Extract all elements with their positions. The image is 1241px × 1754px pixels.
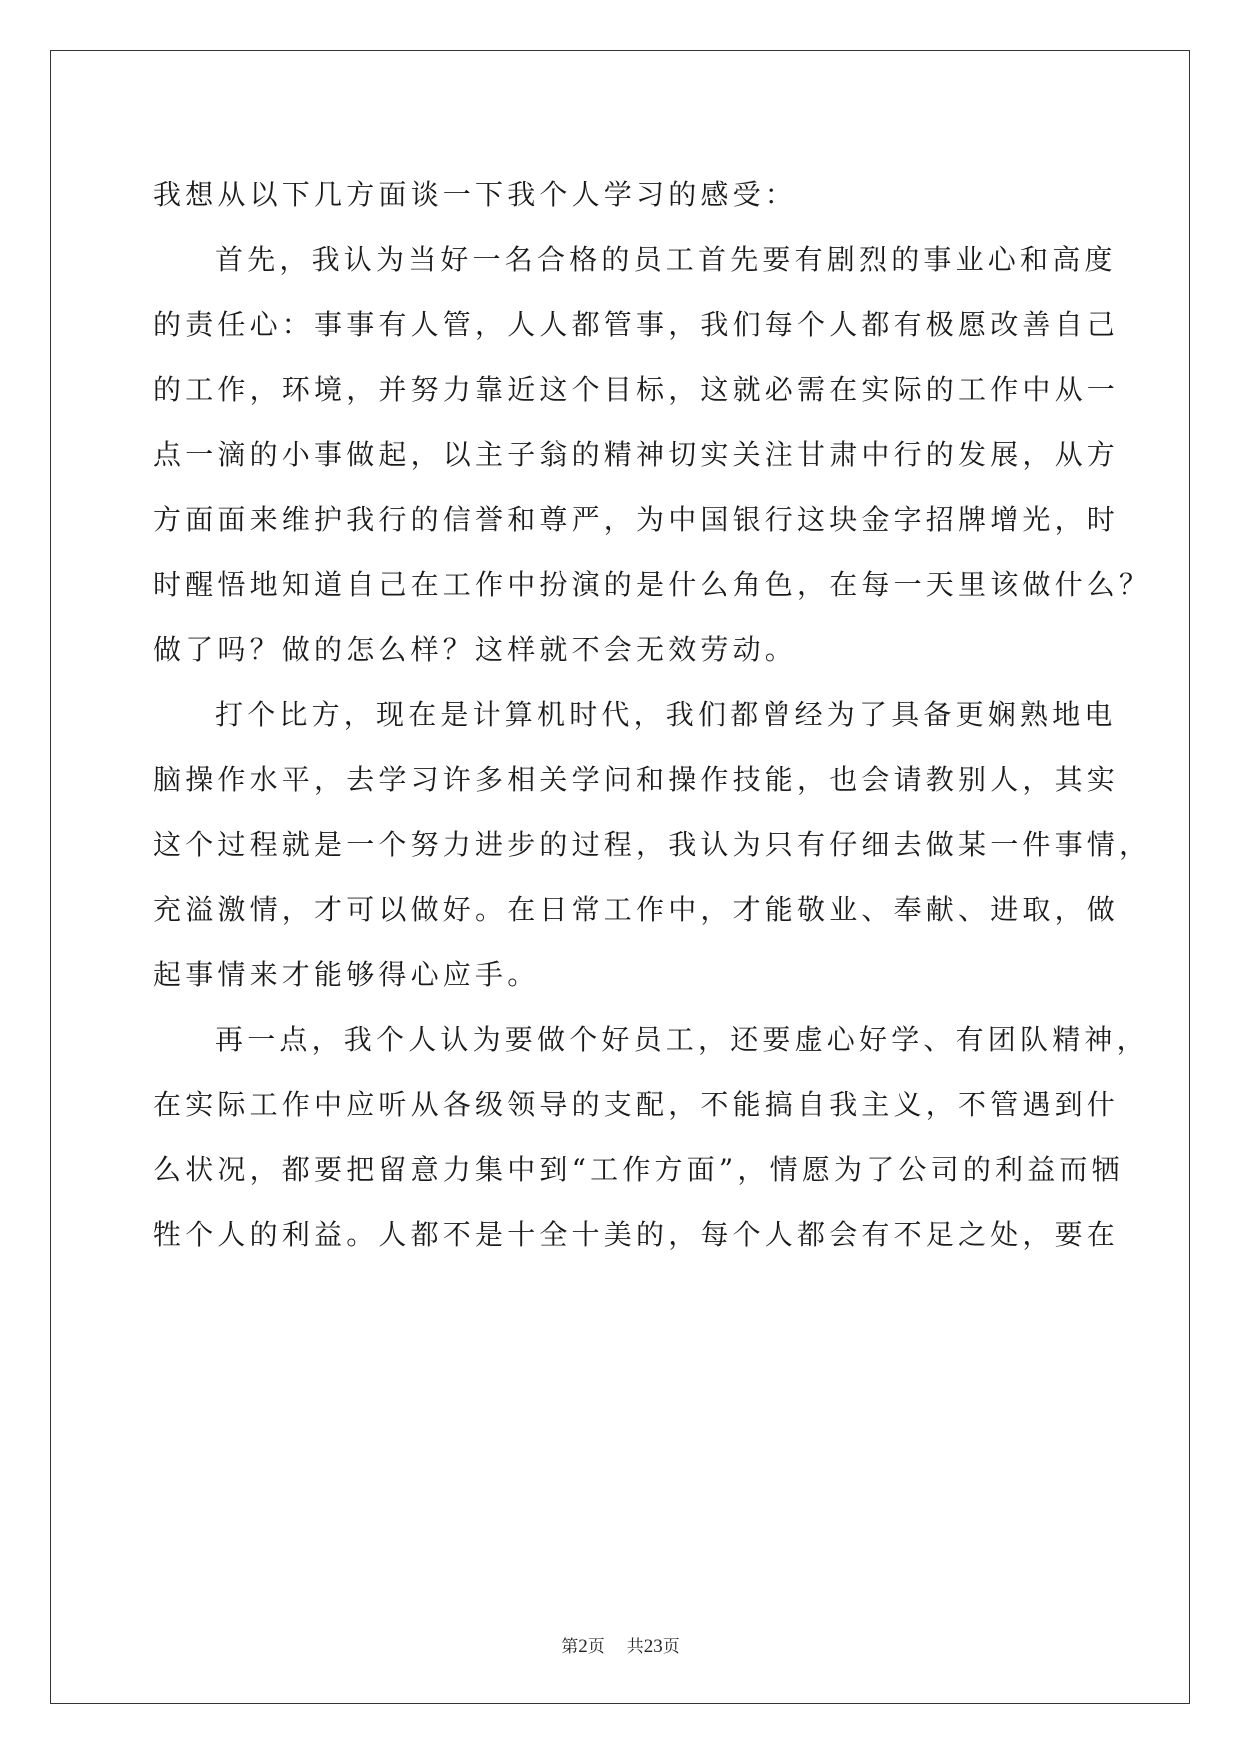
text-line: 点一滴的小事做起，以主子翁的精神切实关注甘肃中行的发展，从方 [153,438,1120,471]
text-line: 充溢激情，才可以做好。在日常工作中，才能敬业、奉献、进取，做 [153,893,1120,926]
text-line: 的责任心：事事有人管，人人都管事，我们每个人都有极愿改善自己 [153,308,1120,341]
text-line: 么状况，都要把留意力集中到“工作方面”，情愿为了公司的利益而牺 [153,1153,1124,1186]
text-line: 打个比方，现在是计算机时代，我们都曾经为了具备更娴熟地电 [215,698,1117,731]
text-line: 我想从以下几方面谈一下我个人学习的感受： [153,178,798,211]
text-line: 的工作，环境，并努力靠近这个目标，这就必需在实际的工作中从一 [153,373,1120,406]
text-line: 方面面来维护我行的信誉和尊严，为中国银行这块金字招牌增光，时 [153,503,1120,536]
page-number: 2 [578,1636,588,1657]
text-line: 在实际工作中应听从各级领导的支配，不能搞自我主义，不管遇到什 [153,1088,1120,1121]
total-prefix: 共 [626,1637,644,1657]
page-suffix: 页 [587,1637,605,1657]
text-line: 起事情来才能够得心应手。 [153,958,540,991]
text-line: 首先，我认为当好一名合格的员工首先要有剧烈的事业心和高度 [215,243,1117,276]
text-line: 脑操作水平，去学习许多相关学问和操作技能，也会请教别人，其实 [153,763,1120,796]
page-footer [0,1632,1241,1658]
page-prefix: 第 [561,1637,579,1657]
text-line: 时醒悟地知道自己在工作中扮演的是什么角色，在每一天里该做什么？ [153,568,1152,601]
text-line: 做了吗？做的怎么样？这样就不会无效劳动。 [153,633,798,666]
text-line: 牲个人的利益。人都不是十全十美的，每个人都会有不足之处，要在 [153,1218,1120,1251]
text-line: 再一点，我个人认为要做个好员工，还要虚心好学、有团队精神， [215,1023,1149,1056]
text-line: 这个过程就是一个努力进步的过程，我认为只有仔细去做某一件事情， [153,828,1152,861]
total-pages: 23 [643,1636,663,1657]
document-body [153,162,1152,1267]
total-suffix: 页 [662,1637,680,1657]
